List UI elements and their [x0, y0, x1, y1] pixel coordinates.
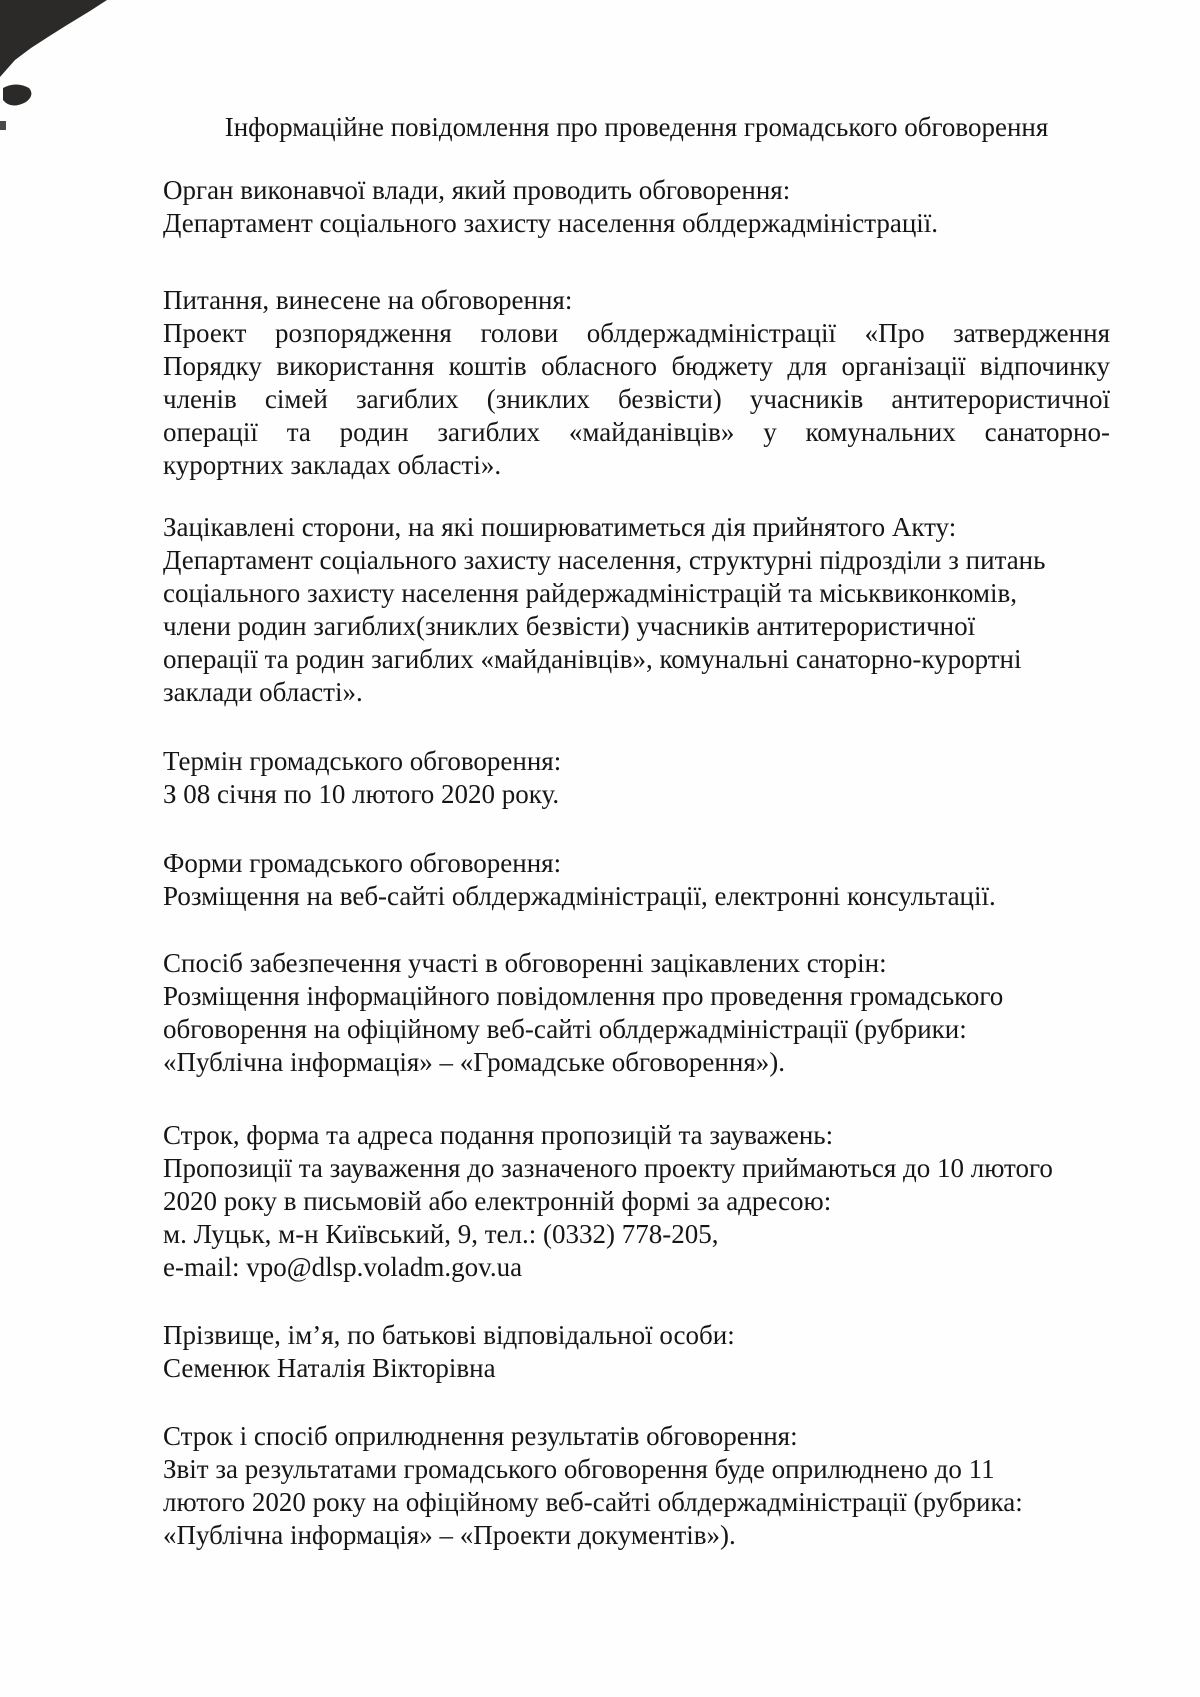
- doc-line: «Публічна інформація» – «Громадське обговорення»).: [163, 1047, 785, 1077]
- section-strok-forma-adresa: [163, 1119, 1110, 1284]
- section-organ: [163, 174, 1110, 240]
- doc-line: операції та родин загиблих «майданівців» у комунальних санаторно-: [163, 417, 1110, 447]
- section-formy: [163, 847, 1110, 913]
- section-termin: [163, 745, 1110, 811]
- section-heading: Орган виконавчої влади, який проводить обговорення:: [163, 175, 791, 205]
- document-title: Інформаційне повідомлення про проведення громадського обговорення: [224, 112, 1049, 142]
- doc-line: операції та родин загиблих «майданівців», комунальні санаторно-курортні: [163, 644, 1022, 674]
- doc-line: курортних закладах області».: [163, 450, 502, 480]
- section-heading: Прізвище, ім’я, по батькові відповідальної особи:: [163, 1320, 735, 1350]
- scan-corner-fold-artifact: [0, 0, 130, 140]
- doc-line: Департамент соціального захисту населення облдержадміністрації.: [163, 208, 939, 238]
- doc-line: Проект розпорядження голови облдержадміністрації «Про затвердження: [163, 318, 1110, 348]
- section-heading: Термін громадського обговорення:: [163, 746, 562, 776]
- section-vidpovidalna-osoba: [163, 1319, 1110, 1385]
- section-heading: Форми громадського обговорення:: [163, 848, 562, 878]
- section-pytannia: [163, 284, 1110, 482]
- doc-line: 2020 року в письмовій або електронній формі за адресою:: [163, 1186, 832, 1216]
- doc-line: соціального захисту населення райдержадміністрацій та міськвиконкомів,: [163, 578, 1017, 608]
- doc-line: обговорення на офіційному веб-сайті облдержадміністрації (рубрики:: [163, 1014, 967, 1044]
- doc-line: Розміщення інформаційного повідомлення про проведення громадського: [163, 981, 1004, 1011]
- section-opryliudnennia-rezultativ: [163, 1420, 1110, 1552]
- section-heading: Зацікавлені сторони, на які поширюватиметься дія прийнятого Акту:: [163, 512, 957, 542]
- address-line: м. Луцьк, м-н Київський, 9, тел.: (0332) 778-205,: [163, 1219, 719, 1249]
- doc-line: Звіт за результатами громадського обговорення буде оприлюднено до 11: [163, 1454, 995, 1484]
- doc-line: З 08 січня по 10 лютого 2020 року.: [163, 779, 560, 809]
- email-line: e-mail: vpo@dlsp.voladm.gov.ua: [163, 1252, 523, 1282]
- doc-line: члени родин загиблих(зниклих безвісти) учасників антитерористичної: [163, 611, 976, 641]
- doc-line: Пропозиції та зауваження до зазначеного проекту приймаються до 10 лютого: [163, 1153, 1053, 1183]
- section-heading: Строк і спосіб оприлюднення результатів обговорення:: [163, 1421, 798, 1451]
- section-heading: Питання, винесене на обговорення:: [163, 285, 573, 315]
- section-sposib-uchasti: [163, 947, 1110, 1079]
- doc-line: «Публічна інформація» – «Проекти документів»).: [163, 1520, 736, 1550]
- doc-line: Порядку використання коштів обласного бюджету для організації відпочинку: [163, 351, 1110, 381]
- section-heading: Спосіб забезпечення участі в обговоренні зацікавлених сторін:: [163, 948, 887, 978]
- doc-line: лютого 2020 року на офіційному веб-сайті облдержадміністрації (рубрика:: [163, 1487, 1023, 1517]
- doc-line: Розміщення на веб-сайті облдержадміністрації, електронні консультації.: [163, 881, 996, 911]
- person-name-line: Семенюк Наталія Вікторівна: [163, 1353, 496, 1383]
- doc-line: заклади області».: [163, 677, 363, 707]
- document-body: [163, 111, 1110, 1552]
- doc-line: членів сімей загиблих (зниклих безвісти) учасників антитерористичної: [163, 384, 1110, 414]
- section-heading: Строк, форма та адреса подання пропозицій та зауважень:: [163, 1120, 834, 1150]
- section-zatsikavleni-storony: [163, 511, 1110, 709]
- doc-line: Департамент соціального захисту населення, структурні підрозділи з питань: [163, 545, 1046, 575]
